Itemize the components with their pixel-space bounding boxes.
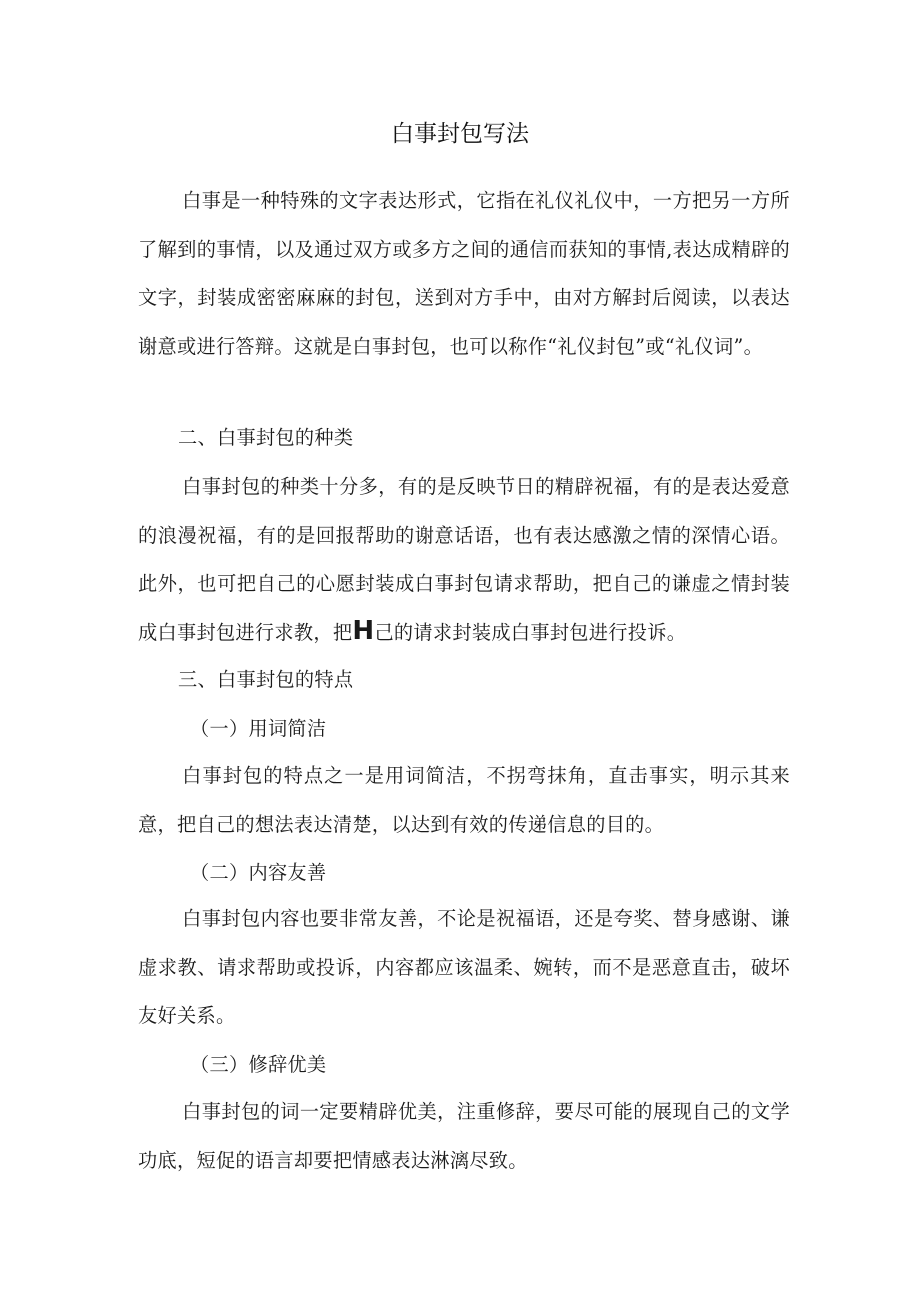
section2-odd-character: H — [352, 615, 375, 646]
subsection1-paragraph: 白事封包的特点之一是用词简洁，不拐弯抹角，直击事实，明示其来意，把自己的想法表达清楚，以达到有效的传递信息的目的。 — [138, 764, 790, 836]
subsection1-heading: （一）用词简洁 — [190, 717, 327, 740]
intro-paragraph: 白事是一种特殊的文字表达形式，它指在礼仪礼仪中，一方把另一方所了解到的事情，以及通过双方或多方之间的通信而获知的事情,表达成精辟的文字，封装成密密麻麻的封包，送到对方手中，由对方解封后阅读，以表达谢意或进行答辩。这就是白事封包，也可以称作“礼仪封包”或“礼仪词”。 — [138, 189, 790, 358]
section2-heading: 二、白事封包的种类 — [178, 426, 354, 449]
section2-text-before: 白事封包的种类十分多，有的是反映节日的精辟祝福，有的是表达爱意的浪漫祝福，有的是回报帮助的谢意话语，也有表达感激之情的深情心语。此外，也可把自己的心愿封装成白事封包请求帮助，把自己的谦虚之情封装成白事封包进行求教，把 — [138, 475, 790, 644]
section3-heading: 三、白事封包的特点 — [178, 668, 354, 691]
subsection2-heading: （二）内容友善 — [190, 861, 327, 884]
subsection2-paragraph: 白事封包内容也要非常友善，不论是祝福语，还是夸奖、替身感谢、谦虚求教、请求帮助或投诉，内容都应该温柔、婉转，而不是恶意直击，破坏友好关系。 — [138, 907, 790, 1028]
document-title: 白事封包写法 — [391, 121, 529, 147]
section2-text-after: 己的请求封装成白事封包进行投诉。 — [374, 620, 687, 644]
section2-paragraph — [138, 463, 790, 657]
subsection3-heading: （三）修辞优美 — [190, 1053, 327, 1076]
subsection3-paragraph: 白事封包的词一定要精辟优美，注重修辞，要尽可能的展现自己的文学功底，短促的语言却要把情感表达淋漓尽致。 — [138, 1100, 790, 1172]
